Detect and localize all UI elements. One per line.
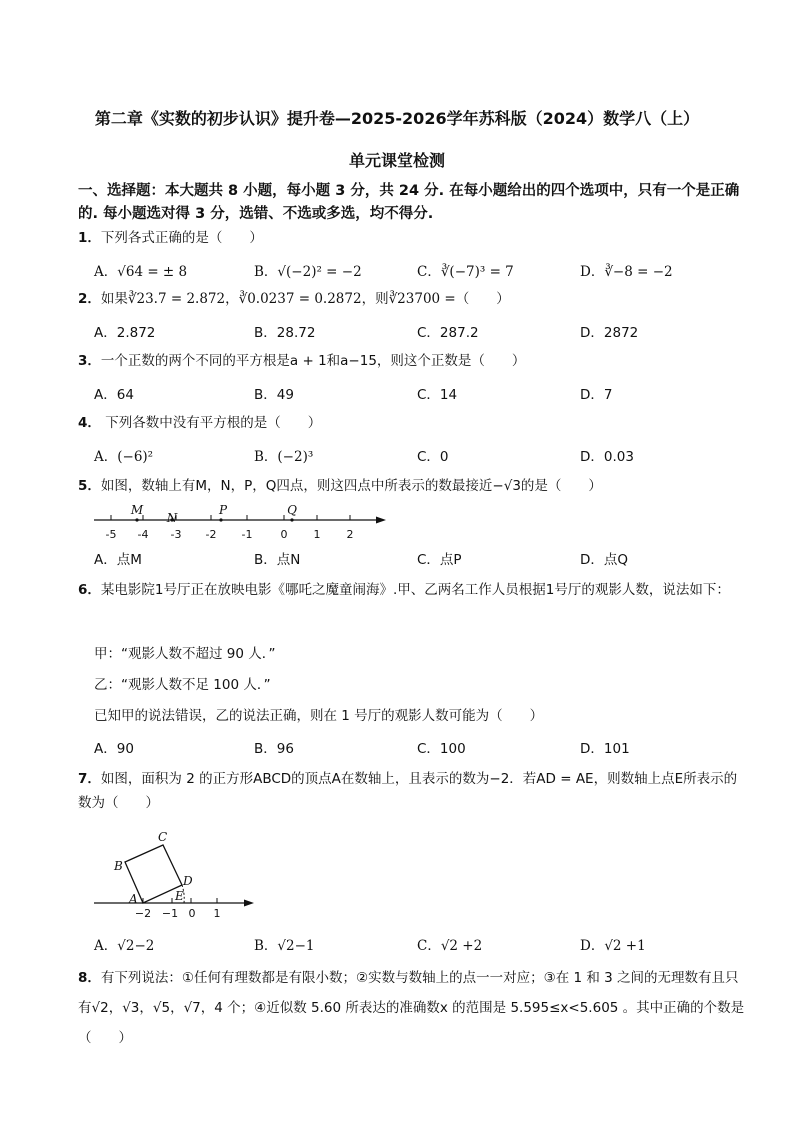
question-5 bbox=[78, 474, 748, 498]
tick-label: 2 bbox=[346, 528, 354, 541]
option-c[interactable]: C．√2 +2 bbox=[417, 938, 483, 954]
question-6-ask: 已知甲的说法错误，乙的说法正确，则在 1 号厅的观影人数可能为（ ） bbox=[94, 708, 544, 724]
option-d[interactable]: D．101 bbox=[580, 741, 630, 757]
option-b[interactable]: B．28.72 bbox=[254, 325, 316, 341]
option-b[interactable]: B．√2−1 bbox=[254, 938, 315, 954]
option-a[interactable]: A．√64 = ± 8 bbox=[94, 264, 188, 280]
option-d[interactable]: D．∛−8 = −2 bbox=[580, 264, 673, 280]
vertex-label: B bbox=[114, 859, 123, 873]
point-p-dot bbox=[219, 518, 222, 521]
square-figure bbox=[88, 826, 268, 922]
question-stem: 下列各数中没有平方根的是（ ） bbox=[100, 415, 322, 431]
option-a[interactable]: A．(−6)² bbox=[94, 449, 154, 465]
vertex-label: A bbox=[129, 892, 138, 906]
question-5-options bbox=[94, 548, 754, 570]
point-label: Q bbox=[287, 503, 297, 517]
option-a[interactable]: A．90 bbox=[94, 741, 134, 757]
axis-ticks bbox=[111, 515, 350, 520]
question-stem: 下列各式正确的是（ ） bbox=[100, 230, 263, 246]
question-6 bbox=[78, 578, 748, 602]
question-number: 8． bbox=[78, 970, 101, 986]
tick-label: -4 bbox=[137, 528, 149, 541]
vertex-label: C bbox=[158, 830, 168, 844]
question-number: 5． bbox=[78, 478, 101, 494]
point-m-dot bbox=[135, 518, 138, 521]
question-stem: 某电影院1号厅正在放映电影《哪吒之魔童闹海》.甲、乙两名工作人员根据1号厅的观影人数，说法如下： bbox=[100, 582, 730, 598]
page-title: 第二章《实数的初步认识》提升卷—2025-2026学年苏科版（2024）数学八（上） bbox=[94, 109, 700, 128]
option-d[interactable]: D．7 bbox=[580, 387, 613, 403]
question-2-options bbox=[94, 321, 754, 343]
question-stem: 如果∛23.7 = 2.872，∛0.0237 = 0.2872，则∛23700 =（ ） bbox=[100, 291, 510, 307]
question-1-options bbox=[94, 260, 754, 282]
tick-label: 1 bbox=[213, 907, 221, 920]
statement-yi: 乙：“观影人数不足 100 人．” bbox=[94, 677, 271, 693]
option-c[interactable]: C．287.2 bbox=[417, 325, 479, 341]
option-a[interactable]: A．64 bbox=[94, 387, 134, 403]
question-2 bbox=[78, 287, 748, 311]
option-a[interactable]: A．2.872 bbox=[94, 325, 156, 341]
tick-label: 0 bbox=[188, 907, 196, 920]
question-6-options bbox=[94, 737, 754, 759]
option-d[interactable]: D．0.03 bbox=[580, 449, 634, 465]
question-number: 1． bbox=[78, 230, 101, 246]
question-stem: 如图，数轴上有M，N，P，Q四点，则这四点中所表示的数最接近−√3的是（ ） bbox=[100, 478, 602, 494]
number-line-figure bbox=[88, 500, 398, 548]
question-4 bbox=[78, 411, 748, 435]
statement-jia: 甲：“观影人数不超过 90 人．” bbox=[94, 646, 276, 662]
page-subtitle: 单元课堂检测 bbox=[348, 151, 445, 170]
option-c[interactable]: C．100 bbox=[417, 741, 466, 757]
question-3 bbox=[78, 349, 748, 373]
axis-arrow-icon bbox=[376, 517, 386, 524]
question-stem: 如图，面积为 2 的正方形ABCD的顶点A在数轴上，且表示的数为−2．若AD = AE，则数轴上点E所表示的数为（ ） bbox=[78, 771, 738, 811]
section-heading: 一、选择题：本大题共 8 小题，每小题 3 分，共 24 分. 在每小题给出的四个选项中，只有一个是正确的. 每小题选对得 3 分，选错、不选或多选，均不得分. bbox=[78, 183, 740, 222]
tick-label: -2 bbox=[205, 528, 217, 541]
vertex-label: E bbox=[175, 889, 184, 903]
option-c[interactable]: C．0 bbox=[417, 449, 449, 465]
question-number: 7． bbox=[78, 771, 101, 787]
tick-label: -5 bbox=[105, 528, 117, 541]
tick-label: 0 bbox=[280, 528, 288, 541]
option-b[interactable]: B．点N bbox=[254, 552, 301, 568]
point-q-dot bbox=[290, 518, 293, 521]
option-d[interactable]: D．2872 bbox=[580, 325, 639, 341]
vertex-label: D bbox=[183, 874, 193, 888]
option-b[interactable]: B．49 bbox=[254, 387, 294, 403]
tick-label: -1 bbox=[241, 528, 253, 541]
option-b[interactable]: B．(−2)³ bbox=[254, 449, 314, 465]
option-b[interactable]: B．√(−2)² = −2 bbox=[254, 264, 362, 280]
tick-label: −2 bbox=[134, 907, 152, 920]
option-c[interactable]: C．点P bbox=[417, 552, 462, 568]
question-3-options bbox=[94, 383, 754, 405]
question-8 bbox=[78, 963, 748, 1053]
option-c[interactable]: C．14 bbox=[417, 387, 458, 403]
point-label: N bbox=[166, 511, 178, 525]
question-number: 6． bbox=[78, 582, 101, 598]
option-a[interactable]: A．√2−2 bbox=[94, 938, 155, 954]
option-c[interactable]: C．∛(−7)³ = 7 bbox=[417, 264, 514, 280]
option-d[interactable]: D．点Q bbox=[580, 552, 629, 568]
tick-label: 1 bbox=[313, 528, 321, 541]
question-7-options bbox=[94, 934, 754, 956]
question-stem: 有下列说法：①任何有理数都是有限小数；②实数与数轴上的点一一对应；③在 1 和 3 之间的无理数有且只有√2，√3，√5，√7，4 个；④近似数 5.60 所表达的准确数x 的范围是 5.595≤x<5.605 。其中正确的个数是（ ） bbox=[78, 970, 745, 1046]
question-7 bbox=[78, 767, 748, 815]
point-label: M bbox=[130, 503, 144, 517]
question-number: 3． bbox=[78, 353, 101, 369]
option-d[interactable]: D．√2 +1 bbox=[580, 938, 646, 954]
option-b[interactable]: B．96 bbox=[254, 741, 294, 757]
tick-label: −1 bbox=[161, 907, 179, 920]
question-1 bbox=[78, 226, 748, 250]
tick-label: -3 bbox=[170, 528, 182, 541]
option-a[interactable]: A．点M bbox=[94, 552, 142, 568]
axis-arrow-icon bbox=[244, 900, 254, 907]
question-stem: 一个正数的两个不同的平方根是a + 1和a−15，则这个正数是（ ） bbox=[100, 353, 526, 369]
question-number: 4． bbox=[78, 415, 101, 431]
question-number: 2． bbox=[78, 291, 101, 307]
question-4-options bbox=[94, 445, 754, 467]
point-label: P bbox=[218, 503, 228, 517]
